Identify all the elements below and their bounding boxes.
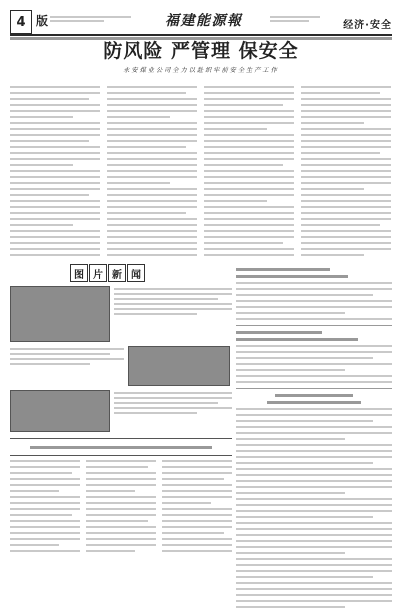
- lead-headline: [10, 36, 392, 74]
- lead-article: [10, 86, 392, 262]
- nameplate: 福建能源報: [165, 13, 243, 29]
- sidebar-divider: [236, 388, 392, 389]
- section-name: 经济·安全: [343, 20, 392, 31]
- photo-caption: [10, 348, 124, 368]
- essay-title: [236, 394, 392, 404]
- article-column: [10, 86, 100, 262]
- sidebar-divider: [236, 325, 392, 326]
- photo-news: [10, 264, 232, 434]
- news-photo: [10, 390, 110, 432]
- article-column: [107, 86, 197, 262]
- briefs-sidebar: [236, 264, 392, 562]
- brief-headline: [236, 331, 392, 341]
- headline-title: 防风险 严管理 保安全: [103, 40, 299, 62]
- page-badge: 4: [10, 10, 32, 34]
- headline-subtitle: 永安煤业公司全力以赴织牢前安全生产工作: [123, 67, 279, 74]
- issue-meta: [50, 16, 140, 24]
- brief-text: [236, 345, 392, 383]
- brief-headline: [236, 268, 392, 278]
- article-column: [301, 86, 391, 262]
- photo-news-title: [70, 264, 145, 282]
- news-photo: [10, 286, 110, 342]
- news-photo: [128, 346, 230, 386]
- feature-article: [10, 460, 232, 556]
- photo-news-title-char: 新: [108, 264, 126, 282]
- article-column: [204, 86, 294, 262]
- photo-news-title-char: 片: [89, 264, 107, 282]
- article-column: [86, 460, 156, 556]
- photo-caption: [114, 288, 232, 318]
- main-content: [10, 32, 392, 281]
- article-column: [10, 460, 80, 556]
- feature-banner: [10, 438, 232, 456]
- article-column: [162, 460, 232, 556]
- photo-caption: [114, 392, 232, 417]
- page-label: 版: [36, 14, 49, 28]
- editor-meta: [270, 16, 326, 24]
- brief-text: [236, 282, 392, 320]
- photo-news-title-char: 闻: [127, 264, 145, 282]
- essay-text: [236, 408, 392, 608]
- photo-news-title-char: 图: [70, 264, 88, 282]
